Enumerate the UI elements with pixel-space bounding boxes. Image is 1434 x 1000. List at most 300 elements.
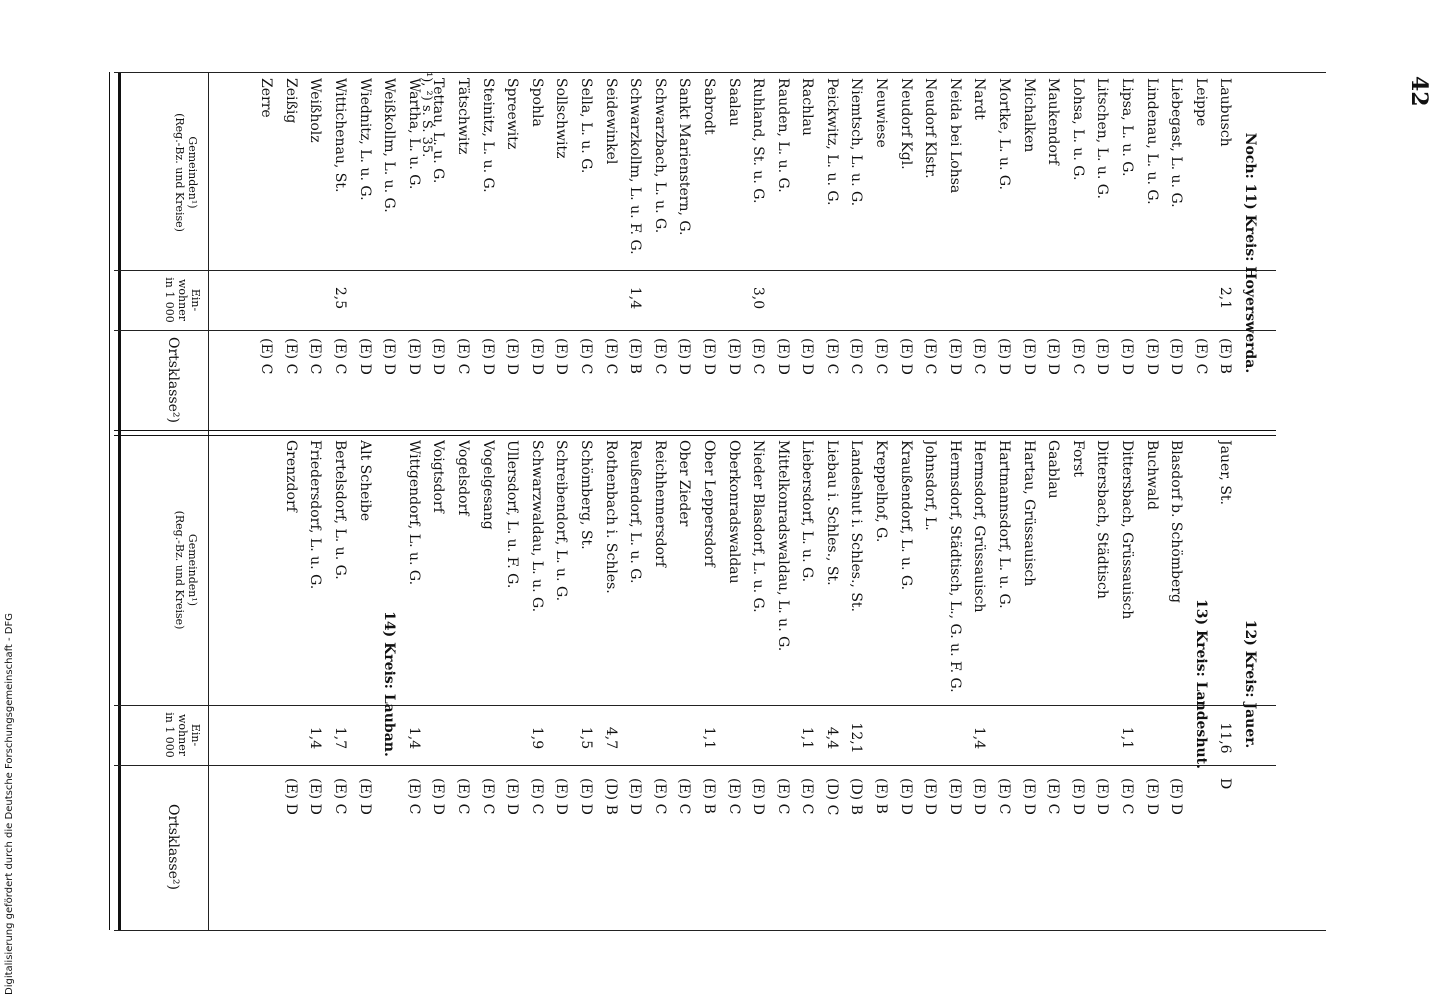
municipality-name: Vogelgesang [479, 440, 496, 530]
ortsklasse-value: (E) D [799, 338, 816, 375]
ortsklasse-value: (E) D [1094, 778, 1111, 815]
page-number: 42 [1406, 76, 1432, 107]
ortsklasse-value: (E) D [1143, 338, 1160, 375]
ortsklasse-value: (E) C [602, 338, 619, 375]
municipality-name: Wittichenau, St. [332, 78, 349, 193]
table-row [869, 440, 894, 928]
population-value [991, 268, 1016, 328]
table-row [500, 440, 525, 928]
table-row [450, 440, 475, 928]
population-value [278, 708, 303, 768]
ortsklasse-value: (E) D [725, 338, 742, 375]
population-value [1090, 268, 1115, 328]
table-row [696, 78, 721, 428]
ortsklasse-value: (E) C [823, 338, 840, 375]
population-value [500, 268, 525, 328]
population-value: 1,4 [627, 286, 644, 310]
ortsklasse-value: (E) C [774, 778, 791, 815]
table-row [327, 78, 352, 428]
ortsklasse-value: (E) D [430, 778, 447, 815]
population-value: 1,4 [405, 726, 422, 750]
municipality-name: Ullersdorf, L. u. F. G. [504, 440, 521, 589]
population-value [893, 708, 918, 768]
ortsklasse-value: (E) C [725, 778, 742, 815]
ortsklasse-value: (E) D [750, 778, 767, 815]
left-section-title: Noch: 11) Kreis: Hoyerswerda. [1242, 132, 1258, 374]
population-value: 2,5 [332, 286, 349, 310]
municipality-name: Liebegast, L. u. G. [1168, 78, 1185, 208]
municipality-name: Laubusch [1217, 78, 1234, 147]
table-row [942, 440, 967, 928]
table-row [918, 440, 943, 928]
ortsklasse-value: (E) C [873, 338, 890, 375]
table-row [450, 78, 475, 428]
population-value [991, 708, 1016, 768]
municipality-name: Schwarzbach, L. u. G. [651, 78, 668, 234]
table-row [746, 440, 771, 928]
table-row [1090, 78, 1115, 428]
municipality-name: Neudorf Kgl. [897, 78, 914, 170]
population-value [1041, 708, 1066, 768]
table-row [770, 78, 795, 428]
population-value [1139, 268, 1164, 328]
right-column [278, 440, 1262, 928]
table-row [1114, 78, 1139, 428]
ortsklasse-value: (E) C [332, 338, 349, 375]
table-row [475, 440, 500, 928]
municipality-name: Hermsdorf, Grüssauisch [971, 440, 988, 613]
municipality-name: Neuwiese [873, 78, 890, 148]
municipality-name: Kreppelhof, G. [873, 440, 890, 543]
ortsklasse-value: (E) D [577, 778, 594, 815]
rule-center-double [114, 430, 1276, 436]
table-row [1164, 78, 1189, 428]
population-value [770, 708, 795, 768]
table-row [795, 78, 820, 428]
municipality-name: Sankt Marienstern, G. [676, 78, 693, 236]
municipality-name: Michalken [1020, 78, 1037, 153]
table-row [844, 440, 869, 928]
municipality-name: Sabrodt [700, 78, 717, 135]
ortsklasse-value: (E) D [553, 778, 570, 815]
population-value: 1,1 [1119, 726, 1136, 750]
population-value [450, 708, 475, 768]
municipality-name: Bertelsdorf, L. u. G. [332, 440, 349, 580]
table-row [623, 440, 648, 928]
table-row [991, 440, 1016, 928]
population-value [1139, 708, 1164, 768]
ortsklasse-value: (E) C [1069, 338, 1086, 375]
municipality-name: Seidewinkel [602, 78, 619, 165]
ortsklasse-value: (E) D [282, 778, 299, 815]
ortsklasse-value: (E) C [651, 338, 668, 375]
municipality-name: Dittersbach, Grüssauisch [1119, 440, 1136, 620]
municipality-name: Friedersdorf, L. u. G. [307, 440, 324, 590]
header-ortsklasse-left: Ortsklasse²) [165, 336, 181, 424]
municipality-name: Weißholz [307, 78, 324, 143]
ortsklasse-value: (E) D [1168, 338, 1185, 375]
ortsklasse-value: (D) B [602, 778, 619, 815]
population-value [524, 268, 549, 328]
table-row [721, 78, 746, 428]
municipality-name: Steinitz, L. u. G. [479, 78, 496, 193]
population-value [278, 268, 303, 328]
table-row [623, 78, 648, 428]
municipality-name: Saalau [725, 78, 742, 127]
ortsklasse-value: (E) C [1119, 778, 1136, 815]
table-row [475, 78, 500, 428]
ortsklasse-value: (E) C [455, 778, 471, 815]
ortsklasse-value: (E) C [750, 338, 767, 375]
table-row [549, 440, 574, 928]
ortsklasse-value: (E) C [577, 338, 594, 375]
population-value: 2,1 [1217, 286, 1234, 310]
municipality-name: Liebau i. Schles., St. [823, 440, 840, 586]
ortsklasse-value: (E) C [971, 338, 988, 375]
table-row [598, 440, 623, 928]
ortsklasse-value: (E) C [1192, 338, 1209, 375]
table-row [1139, 78, 1164, 428]
table-row [303, 78, 328, 428]
population-value [377, 268, 402, 328]
table-row [967, 78, 992, 428]
ortsklasse-value: (E) D [627, 778, 644, 815]
header-rule [208, 72, 209, 930]
ortsklasse-value: (E) D [676, 338, 693, 375]
table-row [967, 440, 992, 928]
table-row [647, 78, 672, 428]
population-value [450, 268, 475, 328]
municipality-name: Zerre [258, 78, 275, 118]
ortsklasse-value: (E) C [405, 778, 422, 815]
municipality-name: Hermsdorf, Städtisch, L., G. u. F. G. [946, 440, 963, 693]
population-value [549, 268, 574, 328]
header-ortsklasse-right: Ortsklasse²) [165, 803, 181, 891]
table-row [254, 78, 279, 428]
table-row [303, 440, 328, 928]
table-row [500, 78, 525, 428]
municipality-name: Nardt [971, 78, 988, 120]
population-value [475, 268, 500, 328]
table-row [795, 440, 820, 928]
municipality-name: Grenzdorf [282, 440, 299, 512]
municipality-name: Mortke, L. u. G. [996, 78, 1013, 190]
municipality-name: Ober Zieder [676, 440, 693, 527]
population-value [623, 708, 648, 768]
municipality-name: Ruhland, St. u. G. [750, 78, 767, 204]
ortsklasse-value: (E) D [1020, 778, 1037, 815]
population-value: 1,7 [332, 726, 349, 750]
municipality-name: Reußendorf, L. u. G. [627, 440, 644, 584]
header-einwohner-right: Ein-wohner in 1 000 [163, 712, 202, 758]
ortsklasse-value: (E) C [479, 778, 496, 815]
municipality-name: Neudorf Klstr. [922, 78, 939, 179]
population-value [746, 708, 771, 768]
population-value [254, 268, 279, 328]
municipality-name: Zeißig [282, 78, 299, 124]
municipality-name: Oberkonradswaldau [725, 440, 742, 584]
ortsklasse-value: (E) C [282, 338, 299, 375]
municipality-name: Litschen, L. u. G. [1094, 78, 1111, 199]
table-row [893, 78, 918, 428]
municipality-name: Kraußendorf, L. u. G. [897, 440, 914, 591]
population-value [721, 268, 746, 328]
population-value [1164, 708, 1189, 768]
ortsklasse-value: (E) D [504, 338, 521, 375]
population-value: 4,7 [602, 726, 619, 750]
ortsklasse-value: (E) D [897, 778, 914, 815]
municipality-name: Hartau, Grüssauisch [1020, 440, 1037, 587]
municipality-name: Schreibendorf, L. u. G. [553, 440, 570, 602]
municipality-name: Sella, L. u. G. [577, 78, 594, 174]
municipality-name: Spreewitz [504, 78, 521, 150]
table-row [352, 440, 377, 928]
municipality-name: Wartha, L. u. G. [405, 78, 422, 190]
municipality-name: Weißkollm, L. u. G. [381, 78, 398, 213]
population-value [475, 708, 500, 768]
table-row [893, 440, 918, 928]
table-row [327, 440, 352, 928]
municipality-name: Wiednitz, L. u. G. [356, 78, 373, 201]
table-row [573, 440, 598, 928]
population-value [721, 708, 746, 768]
population-value [844, 268, 869, 328]
ortsklasse-value: (E) D [946, 338, 963, 375]
municipality-name: Mittelkonradswaldau, L. u. G. [774, 440, 791, 652]
table-row [1065, 440, 1090, 928]
ortsklasse-value: (D) C [823, 778, 840, 816]
population-value [426, 708, 451, 768]
ortsklasse-value: (E) C [996, 778, 1013, 815]
population-value: 4,4 [823, 726, 840, 750]
ortsklasse-value: (E) C [799, 778, 816, 815]
population-value [918, 268, 943, 328]
table-row [1065, 78, 1090, 428]
population-value [1041, 268, 1066, 328]
population-value [1164, 268, 1189, 328]
population-value: 1,1 [799, 726, 816, 750]
population-value [672, 708, 697, 768]
population-value [869, 268, 894, 328]
municipality-name: Schömberg, St. [577, 440, 594, 550]
population-value [918, 708, 943, 768]
municipality-name: Spohla [528, 78, 545, 127]
ortsklasse-value: (E) C [332, 778, 349, 815]
municipality-name: Johnsdorf, L. [922, 440, 939, 531]
ortsklasse-value: (E) D [897, 338, 914, 375]
population-value [573, 268, 598, 328]
ortsklasse-value: (E) C [848, 338, 865, 375]
footnote: ¹), ²) s. S. 35. [419, 72, 434, 158]
population-value [795, 268, 820, 328]
ortsklasse-value: (E) D [1069, 778, 1086, 815]
municipality-name: Blasdorf b. Schömberg [1168, 440, 1185, 603]
population-value [1016, 268, 1041, 328]
population-value: 1,9 [528, 726, 545, 750]
table-row [1041, 78, 1066, 428]
municipality-name: Rachlau [799, 78, 816, 136]
population-value [893, 268, 918, 328]
municipality-name: Neida bei Lohsa [946, 78, 963, 194]
municipality-name: 13) Kreis: Landeshut. [1192, 598, 1209, 770]
ortsklasse-value: (E) D [430, 338, 447, 375]
table-row [696, 440, 721, 928]
population-value [869, 708, 894, 768]
municipality-name: Alt Scheibe [356, 440, 373, 522]
right-section-title [1237, 440, 1262, 928]
ortsklasse-value: (E) D [946, 778, 963, 815]
municipality-name: Schwarzkollm, L. u. F. G. [627, 78, 644, 255]
municipality-name: Gaablau [1045, 440, 1062, 499]
ortsklasse-value: (E) D [356, 338, 373, 375]
population-value [647, 268, 672, 328]
top-double-rule [109, 72, 121, 930]
ortsklasse-value: (E) D [1094, 338, 1111, 375]
municipality-name: Maukendorf [1045, 78, 1062, 165]
header-gemeinden-right: Gemeinden¹) (Reg.-Bz. und Kreise) [173, 510, 199, 630]
table-row [1114, 440, 1139, 928]
population-value [1065, 708, 1090, 768]
ortsklasse-value: (E) D [1168, 778, 1185, 815]
municipality-name: Rothenbach i. Schles. [602, 440, 619, 594]
table-row [352, 78, 377, 428]
municipality-name: Jauer, St. [1217, 440, 1234, 505]
right-section-title [377, 440, 402, 928]
ortsklasse-value: (E) C [676, 778, 693, 815]
table-row [524, 440, 549, 928]
table-row [1213, 78, 1238, 428]
header-einwohner-left: Ein-wohner in 1 000 [163, 277, 202, 323]
ortsklasse-value: (E) D [528, 338, 545, 375]
population-value: 1,1 [700, 726, 717, 750]
ortsklasse-value: (E) D [996, 338, 1013, 375]
population-value [549, 708, 574, 768]
table-row [869, 78, 894, 428]
table-row [672, 440, 697, 928]
table-row [770, 440, 795, 928]
municipality-name: Ober Leppersdorf [700, 440, 717, 567]
table-row [746, 78, 771, 428]
population-value: 12,1 [848, 722, 865, 754]
municipality-name: Dittersbach, Städtisch [1094, 440, 1111, 599]
table-row [1090, 440, 1115, 928]
municipality-name: Leippe [1192, 78, 1209, 127]
side-note: Digitalisierung gefördert durch die Deutsche Forschungsgemeinschaft - DFG [4, 612, 15, 995]
table-row [721, 440, 746, 928]
population-value [598, 268, 623, 328]
table-row [918, 78, 943, 428]
population-value [942, 708, 967, 768]
table-row [549, 78, 574, 428]
table-row [1164, 440, 1189, 928]
table-row [1139, 440, 1164, 928]
ortsklasse-value: (D) B [848, 778, 865, 815]
ortsklasse-value: (E) D [922, 778, 939, 815]
ortsklasse-value: D [1217, 778, 1234, 790]
left-column [254, 78, 1262, 428]
table-row [647, 440, 672, 928]
population-value: 1,4 [971, 726, 988, 750]
table-row [524, 78, 549, 428]
municipality-name: Reichhennersdorf [651, 440, 668, 567]
header-gemeinden-left: Gemeinden¹) (Reg.-Bz. und Kreise) [173, 113, 199, 232]
municipality-name: 12) Kreis: Jauer. [1242, 619, 1258, 749]
table-row [672, 78, 697, 428]
municipality-name: Liebersdorf, L. u. G. [799, 440, 816, 583]
municipality-name: Schwarzwaldau, L. u. G. [528, 440, 545, 613]
population-value [819, 268, 844, 328]
municipality-name: Hartmannsdorf, L. u. G. [996, 440, 1013, 609]
rule-left-edge [114, 72, 1326, 73]
municipality-name: Sollschwitz [553, 78, 570, 159]
ortsklasse-value: (E) D [1045, 338, 1062, 375]
table-row [844, 78, 869, 428]
municipality-name: Landeshut i. Schles., St. [848, 440, 865, 612]
population-value [426, 268, 451, 328]
ortsklasse-value: (E) D [307, 778, 324, 815]
municipality-name: Forst [1069, 440, 1086, 477]
table-row [278, 78, 303, 428]
ortsklasse-value: (E) D [1143, 778, 1160, 815]
table-row [991, 78, 1016, 428]
municipality-name: Vogelsdorf [455, 440, 471, 516]
population-value [696, 268, 721, 328]
municipality-name: Buchwald [1143, 440, 1160, 510]
table-row [1213, 440, 1238, 928]
population-value [967, 268, 992, 328]
ortsklasse-value: (E) C [258, 338, 275, 375]
municipality-name: Peickwitz, L. u. G. [823, 78, 840, 206]
ortsklasse-value: (E) D [1020, 338, 1037, 375]
population-value [352, 708, 377, 768]
population-value [303, 268, 328, 328]
ortsklasse-value: (E) D [1119, 338, 1136, 375]
ortsklasse-value: (E) C [922, 338, 939, 375]
population-value: 1,4 [307, 726, 324, 750]
table-row [278, 440, 303, 928]
population-value [401, 268, 426, 328]
right-section-title [1188, 440, 1213, 928]
population-value [770, 268, 795, 328]
ortsklasse-value: (E) C [1045, 778, 1062, 815]
municipality-name: Lohsa, L. u. G. [1069, 78, 1086, 181]
table-row [1016, 78, 1041, 428]
municipality-name: Voigtsdorf [430, 440, 447, 513]
ortsklasse-value: (E) D [971, 778, 988, 815]
ortsklasse-value: (E) B [700, 778, 717, 814]
ortsklasse-value: (E) C [651, 778, 668, 815]
municipality-name: 14) Kreis: Lauban. [381, 611, 398, 757]
municipality-name: Nieder Blasdorf, L. u. G. [750, 440, 767, 613]
ortsklasse-value: (E) D [381, 338, 398, 375]
municipality-name: Tätschwitz [455, 78, 471, 155]
ortsklasse-value: (E) D [553, 338, 570, 375]
ortsklasse-value: (E) D [405, 338, 422, 375]
table-row [401, 440, 426, 928]
ortsklasse-value: (E) C [307, 338, 324, 375]
municipality-name: Rauden, L. u. G. [774, 78, 791, 193]
population-value [672, 268, 697, 328]
table-row [1041, 440, 1066, 928]
ortsklasse-value: (E) D [479, 338, 496, 375]
table-row [942, 78, 967, 428]
ortsklasse-value: (E) D [774, 338, 791, 375]
municipality-name: Lipsa, L. u. G. [1119, 78, 1136, 177]
table-row [819, 78, 844, 428]
table-row [1188, 78, 1213, 428]
population-value: 3,0 [750, 286, 767, 310]
population-value [1114, 268, 1139, 328]
